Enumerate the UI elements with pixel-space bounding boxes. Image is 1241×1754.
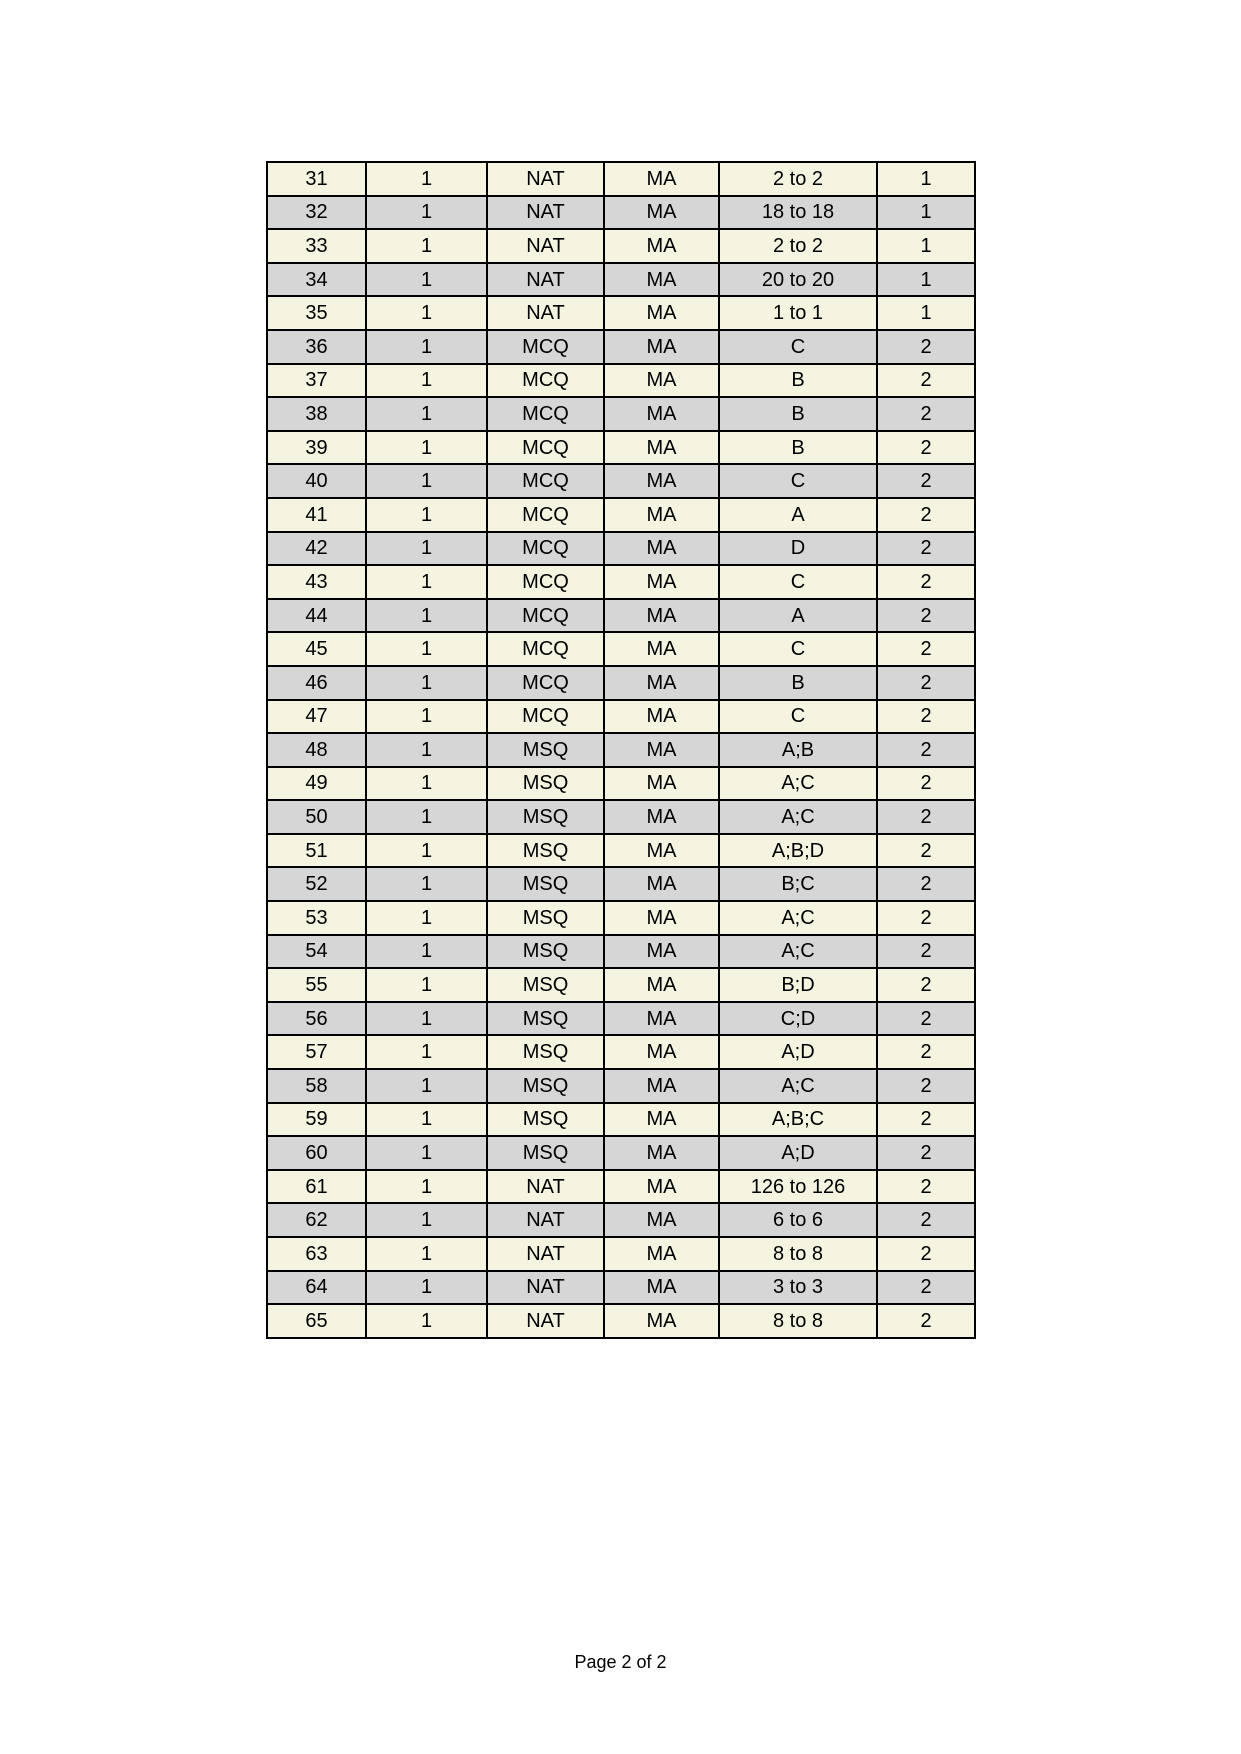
- session-cell: 1: [366, 330, 487, 364]
- question-type-cell: MCQ: [487, 431, 604, 465]
- question-type-cell: MSQ: [487, 800, 604, 834]
- section-cell: MA: [604, 263, 719, 297]
- section-cell: MA: [604, 901, 719, 935]
- marks-cell: 2: [877, 632, 975, 666]
- question-number-cell: 50: [267, 800, 366, 834]
- section-cell: MA: [604, 1002, 719, 1036]
- question-type-cell: NAT: [487, 263, 604, 297]
- question-type-cell: NAT: [487, 1237, 604, 1271]
- key-range-cell: A: [719, 599, 877, 633]
- session-cell: 1: [366, 666, 487, 700]
- session-cell: 1: [366, 498, 487, 532]
- marks-cell: 2: [877, 1170, 975, 1204]
- key-range-cell: A: [719, 498, 877, 532]
- section-cell: MA: [604, 968, 719, 1002]
- marks-cell: 2: [877, 867, 975, 901]
- key-range-cell: 1 to 1: [719, 296, 877, 330]
- key-range-cell: A;B;C: [719, 1103, 877, 1137]
- marks-cell: 2: [877, 666, 975, 700]
- table-row: [267, 330, 975, 364]
- session-cell: 1: [366, 1203, 487, 1237]
- section-cell: MA: [604, 666, 719, 700]
- marks-cell: 2: [877, 834, 975, 868]
- question-type-cell: MSQ: [487, 834, 604, 868]
- session-cell: 1: [366, 1069, 487, 1103]
- session-cell: 1: [366, 767, 487, 801]
- question-number-cell: 62: [267, 1203, 366, 1237]
- question-number-cell: 65: [267, 1304, 366, 1338]
- marks-cell: 1: [877, 229, 975, 263]
- question-type-cell: MCQ: [487, 330, 604, 364]
- marks-cell: 2: [877, 498, 975, 532]
- question-number-cell: 58: [267, 1069, 366, 1103]
- question-type-cell: NAT: [487, 229, 604, 263]
- key-range-cell: 126 to 126: [719, 1170, 877, 1204]
- session-cell: 1: [366, 1136, 487, 1170]
- session-cell: 1: [366, 834, 487, 868]
- table-row: [267, 229, 975, 263]
- key-range-cell: C: [719, 565, 877, 599]
- table-row: [267, 935, 975, 969]
- question-number-cell: 40: [267, 464, 366, 498]
- question-number-cell: 43: [267, 565, 366, 599]
- session-cell: 1: [366, 1002, 487, 1036]
- section-cell: MA: [604, 700, 719, 734]
- section-cell: MA: [604, 565, 719, 599]
- table-row: [267, 767, 975, 801]
- section-cell: MA: [604, 1103, 719, 1137]
- table-row: [267, 666, 975, 700]
- marks-cell: 2: [877, 464, 975, 498]
- question-number-cell: 49: [267, 767, 366, 801]
- marks-cell: 2: [877, 1203, 975, 1237]
- question-number-cell: 64: [267, 1271, 366, 1305]
- session-cell: 1: [366, 296, 487, 330]
- key-range-cell: C: [719, 464, 877, 498]
- key-range-cell: D: [719, 532, 877, 566]
- answer-key-table-body: [267, 162, 975, 1338]
- question-type-cell: NAT: [487, 162, 604, 196]
- question-type-cell: MCQ: [487, 397, 604, 431]
- section-cell: MA: [604, 1035, 719, 1069]
- section-cell: MA: [604, 532, 719, 566]
- key-range-cell: A;C: [719, 935, 877, 969]
- table-row: [267, 532, 975, 566]
- question-type-cell: MCQ: [487, 632, 604, 666]
- question-number-cell: 37: [267, 364, 366, 398]
- marks-cell: 1: [877, 196, 975, 230]
- question-number-cell: 56: [267, 1002, 366, 1036]
- section-cell: MA: [604, 1136, 719, 1170]
- section-cell: MA: [604, 162, 719, 196]
- key-range-cell: B;D: [719, 968, 877, 1002]
- section-cell: MA: [604, 767, 719, 801]
- session-cell: 1: [366, 397, 487, 431]
- session-cell: 1: [366, 532, 487, 566]
- table-row: [267, 464, 975, 498]
- table-row: [267, 1035, 975, 1069]
- marks-cell: 2: [877, 1136, 975, 1170]
- marks-cell: 2: [877, 364, 975, 398]
- key-range-cell: B;C: [719, 867, 877, 901]
- marks-cell: 2: [877, 935, 975, 969]
- question-type-cell: MCQ: [487, 700, 604, 734]
- question-type-cell: MSQ: [487, 1002, 604, 1036]
- session-cell: 1: [366, 364, 487, 398]
- marks-cell: 2: [877, 901, 975, 935]
- marks-cell: 2: [877, 800, 975, 834]
- question-type-cell: NAT: [487, 1170, 604, 1204]
- session-cell: 1: [366, 229, 487, 263]
- session-cell: 1: [366, 1170, 487, 1204]
- key-range-cell: C;D: [719, 1002, 877, 1036]
- question-type-cell: MSQ: [487, 767, 604, 801]
- table-row: [267, 800, 975, 834]
- session-cell: 1: [366, 431, 487, 465]
- section-cell: MA: [604, 397, 719, 431]
- section-cell: MA: [604, 196, 719, 230]
- marks-cell: 2: [877, 1103, 975, 1137]
- session-cell: 1: [366, 968, 487, 1002]
- table-row: [267, 196, 975, 230]
- question-number-cell: 63: [267, 1237, 366, 1271]
- question-number-cell: 47: [267, 700, 366, 734]
- table-row: [267, 1170, 975, 1204]
- table-row: [267, 498, 975, 532]
- question-number-cell: 53: [267, 901, 366, 935]
- session-cell: 1: [366, 196, 487, 230]
- section-cell: MA: [604, 800, 719, 834]
- marks-cell: 2: [877, 1002, 975, 1036]
- section-cell: MA: [604, 1069, 719, 1103]
- question-number-cell: 32: [267, 196, 366, 230]
- question-number-cell: 55: [267, 968, 366, 1002]
- table-row: [267, 901, 975, 935]
- table-row: [267, 1136, 975, 1170]
- question-type-cell: MCQ: [487, 599, 604, 633]
- question-number-cell: 34: [267, 263, 366, 297]
- marks-cell: 2: [877, 1069, 975, 1103]
- key-range-cell: B: [719, 397, 877, 431]
- question-number-cell: 41: [267, 498, 366, 532]
- key-range-cell: 8 to 8: [719, 1237, 877, 1271]
- key-range-cell: A;C: [719, 1069, 877, 1103]
- question-number-cell: 35: [267, 296, 366, 330]
- session-cell: 1: [366, 1103, 487, 1137]
- key-range-cell: A;B;D: [719, 834, 877, 868]
- session-cell: 1: [366, 901, 487, 935]
- marks-cell: 2: [877, 968, 975, 1002]
- question-number-cell: 33: [267, 229, 366, 263]
- table-row: [267, 1271, 975, 1305]
- table-row: [267, 1304, 975, 1338]
- question-type-cell: MSQ: [487, 1035, 604, 1069]
- question-type-cell: MSQ: [487, 1103, 604, 1137]
- session-cell: 1: [366, 1035, 487, 1069]
- key-range-cell: C: [719, 700, 877, 734]
- question-number-cell: 46: [267, 666, 366, 700]
- question-number-cell: 44: [267, 599, 366, 633]
- table-row: [267, 162, 975, 196]
- key-range-cell: A;D: [719, 1035, 877, 1069]
- session-cell: 1: [366, 464, 487, 498]
- question-number-cell: 54: [267, 935, 366, 969]
- section-cell: MA: [604, 431, 719, 465]
- marks-cell: 2: [877, 1304, 975, 1338]
- question-number-cell: 48: [267, 733, 366, 767]
- session-cell: 1: [366, 599, 487, 633]
- key-range-cell: 2 to 2: [719, 229, 877, 263]
- key-range-cell: A;C: [719, 901, 877, 935]
- section-cell: MA: [604, 1237, 719, 1271]
- question-type-cell: NAT: [487, 1271, 604, 1305]
- question-type-cell: MCQ: [487, 532, 604, 566]
- question-type-cell: MSQ: [487, 1069, 604, 1103]
- section-cell: MA: [604, 733, 719, 767]
- question-number-cell: 52: [267, 867, 366, 901]
- marks-cell: 2: [877, 532, 975, 566]
- table-row: [267, 1103, 975, 1137]
- question-number-cell: 42: [267, 532, 366, 566]
- marks-cell: 1: [877, 263, 975, 297]
- table-row: [267, 733, 975, 767]
- marks-cell: 2: [877, 565, 975, 599]
- marks-cell: 2: [877, 700, 975, 734]
- session-cell: 1: [366, 1304, 487, 1338]
- key-range-cell: A;D: [719, 1136, 877, 1170]
- question-type-cell: MSQ: [487, 1136, 604, 1170]
- marks-cell: 2: [877, 1237, 975, 1271]
- table-row: [267, 397, 975, 431]
- table-row: [267, 431, 975, 465]
- section-cell: MA: [604, 1203, 719, 1237]
- answer-key-table: [266, 161, 976, 1339]
- table-row: [267, 632, 975, 666]
- question-number-cell: 45: [267, 632, 366, 666]
- section-cell: MA: [604, 867, 719, 901]
- section-cell: MA: [604, 464, 719, 498]
- marks-cell: 2: [877, 1035, 975, 1069]
- session-cell: 1: [366, 867, 487, 901]
- session-cell: 1: [366, 800, 487, 834]
- marks-cell: 1: [877, 296, 975, 330]
- section-cell: MA: [604, 935, 719, 969]
- key-range-cell: 2 to 2: [719, 162, 877, 196]
- key-range-cell: 8 to 8: [719, 1304, 877, 1338]
- session-cell: 1: [366, 700, 487, 734]
- question-number-cell: 60: [267, 1136, 366, 1170]
- section-cell: MA: [604, 834, 719, 868]
- question-type-cell: NAT: [487, 296, 604, 330]
- section-cell: MA: [604, 296, 719, 330]
- marks-cell: 2: [877, 1271, 975, 1305]
- question-number-cell: 38: [267, 397, 366, 431]
- section-cell: MA: [604, 1271, 719, 1305]
- table-row: [267, 296, 975, 330]
- marks-cell: 2: [877, 767, 975, 801]
- session-cell: 1: [366, 632, 487, 666]
- section-cell: MA: [604, 498, 719, 532]
- table-row: [267, 1203, 975, 1237]
- question-number-cell: 39: [267, 431, 366, 465]
- key-range-cell: 20 to 20: [719, 263, 877, 297]
- key-range-cell: A;C: [719, 767, 877, 801]
- question-type-cell: NAT: [487, 1304, 604, 1338]
- table-row: [267, 834, 975, 868]
- question-number-cell: 61: [267, 1170, 366, 1204]
- session-cell: 1: [366, 263, 487, 297]
- question-type-cell: NAT: [487, 1203, 604, 1237]
- page-number: Page 2 of 2: [574, 1652, 667, 1672]
- marks-cell: 2: [877, 599, 975, 633]
- question-type-cell: MCQ: [487, 565, 604, 599]
- section-cell: MA: [604, 1304, 719, 1338]
- key-range-cell: A;C: [719, 800, 877, 834]
- question-number-cell: 36: [267, 330, 366, 364]
- table-row: [267, 565, 975, 599]
- key-range-cell: A;B: [719, 733, 877, 767]
- question-type-cell: MCQ: [487, 666, 604, 700]
- key-range-cell: B: [719, 364, 877, 398]
- question-type-cell: MSQ: [487, 901, 604, 935]
- table-row: [267, 263, 975, 297]
- table-row: [267, 599, 975, 633]
- question-type-cell: MCQ: [487, 464, 604, 498]
- session-cell: 1: [366, 733, 487, 767]
- key-range-cell: 6 to 6: [719, 1203, 877, 1237]
- section-cell: MA: [604, 364, 719, 398]
- section-cell: MA: [604, 1170, 719, 1204]
- session-cell: 1: [366, 162, 487, 196]
- question-number-cell: 57: [267, 1035, 366, 1069]
- marks-cell: 2: [877, 733, 975, 767]
- key-range-cell: 3 to 3: [719, 1271, 877, 1305]
- table-row: [267, 700, 975, 734]
- key-range-cell: B: [719, 666, 877, 700]
- key-range-cell: B: [719, 431, 877, 465]
- key-range-cell: C: [719, 330, 877, 364]
- section-cell: MA: [604, 599, 719, 633]
- table-row: [267, 1002, 975, 1036]
- question-type-cell: MSQ: [487, 867, 604, 901]
- question-type-cell: MSQ: [487, 733, 604, 767]
- marks-cell: 1: [877, 162, 975, 196]
- session-cell: 1: [366, 1271, 487, 1305]
- question-type-cell: MCQ: [487, 364, 604, 398]
- table-row: [267, 1237, 975, 1271]
- question-number-cell: 51: [267, 834, 366, 868]
- session-cell: 1: [366, 565, 487, 599]
- question-type-cell: MSQ: [487, 935, 604, 969]
- marks-cell: 2: [877, 397, 975, 431]
- section-cell: MA: [604, 330, 719, 364]
- question-type-cell: NAT: [487, 196, 604, 230]
- key-range-cell: 18 to 18: [719, 196, 877, 230]
- session-cell: 1: [366, 1237, 487, 1271]
- table-row: [267, 1069, 975, 1103]
- section-cell: MA: [604, 229, 719, 263]
- table-row: [267, 968, 975, 1002]
- question-type-cell: MSQ: [487, 968, 604, 1002]
- table-row: [267, 364, 975, 398]
- marks-cell: 2: [877, 431, 975, 465]
- marks-cell: 2: [877, 330, 975, 364]
- key-range-cell: C: [719, 632, 877, 666]
- session-cell: 1: [366, 935, 487, 969]
- question-number-cell: 31: [267, 162, 366, 196]
- section-cell: MA: [604, 632, 719, 666]
- table-row: [267, 867, 975, 901]
- question-type-cell: MCQ: [487, 498, 604, 532]
- question-number-cell: 59: [267, 1103, 366, 1137]
